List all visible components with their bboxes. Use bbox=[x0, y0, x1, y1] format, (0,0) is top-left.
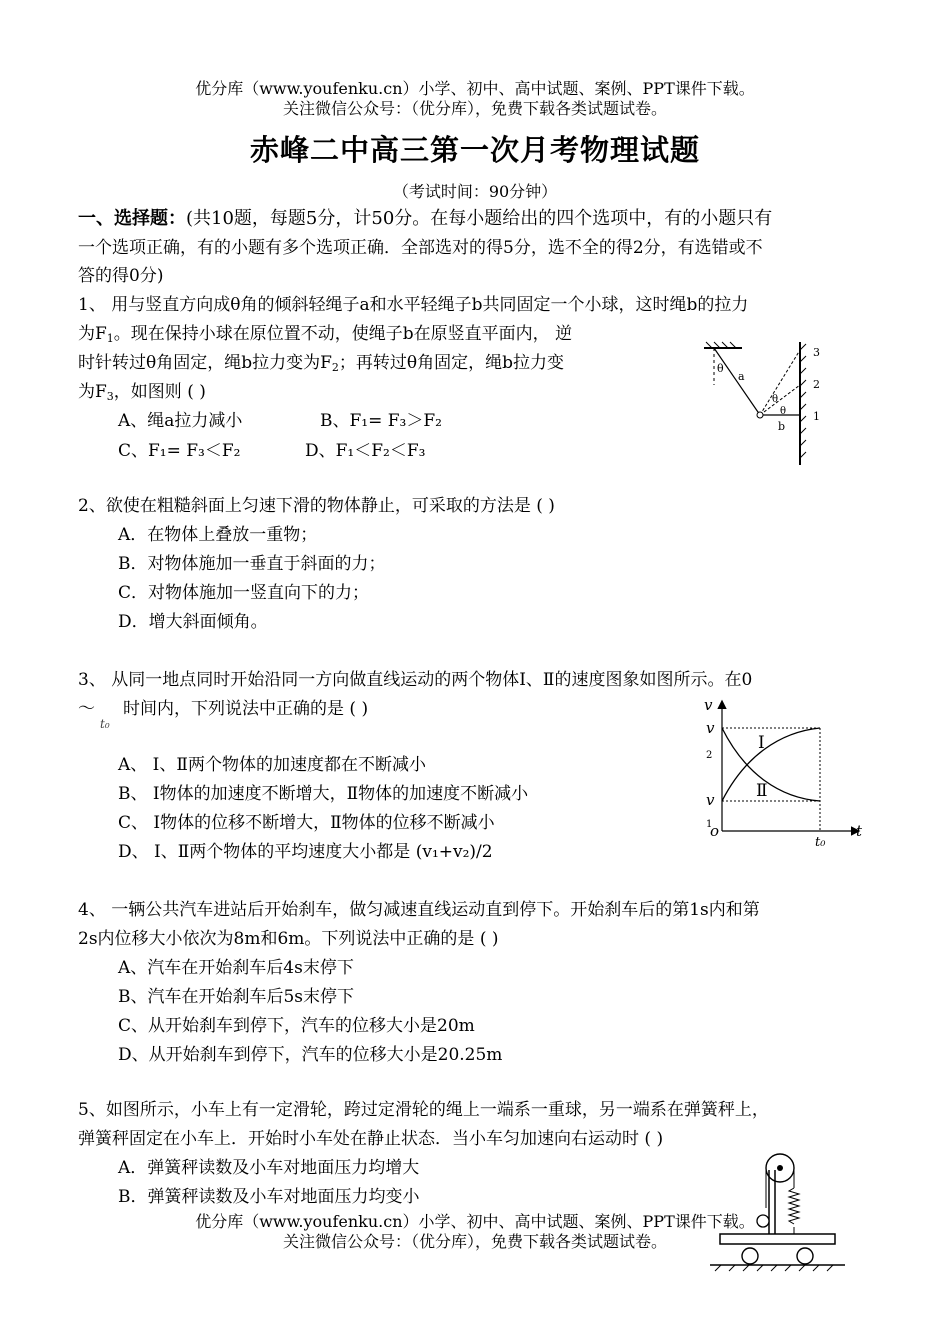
section-heading: 一、选择题： bbox=[78, 208, 186, 229]
header-line-1: 优分库（www.youfenku.cn）小学、初中、高中试题、案例、PPT课件下载。 bbox=[195, 79, 755, 98]
q1-option-d: D、F₁＜F₂＜F₃ bbox=[305, 441, 426, 461]
footer-line-2: 关注微信公众号：（优分库），免费下载各类试题试卷。 bbox=[282, 1232, 667, 1251]
section-intro-line-2: 一个选项正确，有的小题有多个选项正确．全部选对的得5分，选不全的得2分，有选错或不 bbox=[78, 238, 763, 258]
v2-label: v bbox=[706, 719, 715, 737]
position-2-label: 2 bbox=[813, 378, 820, 391]
exam-title: 赤峰二中高三第一次月考物理试题 bbox=[249, 133, 700, 167]
q5-option-a: A．弹簧秤读数及小车对地面压力均增大 bbox=[118, 1158, 420, 1178]
q5-option-b: B．弹簧秤读数及小车对地面压力均变小 bbox=[118, 1187, 420, 1207]
q3-option-b: B、 Ⅰ物体的加速度不断增大，Ⅱ物体的加速度不断减小 bbox=[118, 784, 529, 804]
q4-option-c: C、从开始刹车到停下，汽车的位移大小是20m bbox=[118, 1016, 475, 1036]
curve-II-label: Ⅱ bbox=[756, 781, 768, 801]
v2-subscript: 2 bbox=[706, 750, 713, 761]
q1-stem-line-2: 为$F_1$。现在保持小球在原位置不动，使绳子b在原竖直平面内， 逆 bbox=[78, 324, 573, 345]
position-3-label: 3 bbox=[813, 346, 820, 359]
q4-option-d: D、从开始刹车到停下，汽车的位移大小是20.25m bbox=[118, 1045, 503, 1065]
theta-label-top: θ bbox=[717, 362, 724, 375]
q4-option-a: A、汽车在开始刹车后4s末停下 bbox=[118, 958, 354, 978]
theta-label-low: θ bbox=[780, 406, 787, 417]
q4-option-b: B、汽车在开始刹车后5s末停下 bbox=[118, 987, 355, 1007]
q3-stem-line-2: ～ 时间内，下列说法中正确的是 ( ) bbox=[78, 699, 369, 719]
q1-option-b: B、F₁= F₃＞F₂ bbox=[320, 411, 442, 431]
q1-rope-figure bbox=[700, 340, 840, 470]
footer-line-1: 优分库（www.youfenku.cn）小学、初中、高中试题、案例、PPT课件下载。 bbox=[195, 1212, 755, 1231]
pulley-axle bbox=[777, 1165, 783, 1171]
q1-stem-line-1: 1、 用与竖直方向成θ角的倾斜轻绳子a和水平轻绳子b共同固定一个小球，这时绳b的拉力 bbox=[78, 295, 749, 315]
q3-velocity-graph bbox=[700, 696, 870, 856]
q1-option-a: A、绳a拉力减小 bbox=[118, 411, 243, 431]
section-intro-line-1 bbox=[78, 208, 772, 230]
rope-a-label: a bbox=[738, 370, 745, 383]
q3-option-c: C、 Ⅰ物体的位移不断增大，Ⅱ物体的位移不断减小 bbox=[118, 813, 495, 833]
t0-axis-label: t₀ bbox=[815, 835, 826, 850]
q2-option-d: D．增大斜面倾角。 bbox=[118, 612, 268, 632]
q3-t0-label: t₀ bbox=[100, 717, 110, 731]
t-axis-label: t bbox=[856, 822, 863, 840]
q3-option-a: A、 Ⅰ、Ⅱ两个物体的加速度都在不断减小 bbox=[118, 755, 426, 775]
q4-stem-line-2: 2s内位移大小依次为8m和6m。下列说法中正确的是 ( ) bbox=[78, 929, 499, 949]
ball bbox=[757, 412, 763, 418]
q2-option-c: C．对物体施加一竖直向下的力； bbox=[118, 583, 370, 603]
position-1-label: 1 bbox=[813, 410, 820, 423]
rope-b-label: b bbox=[778, 420, 786, 433]
exam-time: （考试时间：90分钟） bbox=[392, 182, 558, 201]
q2-option-a: A．在物体上叠放一重物； bbox=[118, 525, 318, 545]
q2-option-b: B．对物体施加一垂直于斜面的力； bbox=[118, 554, 386, 574]
q4-stem-line-1: 4、 一辆公共汽车进站后开始刹车，做匀减速直线运动直到停下。开始刹车后的第1s内和第 bbox=[78, 900, 760, 920]
curve-I-label: Ⅰ bbox=[758, 733, 765, 753]
q3-option-d: D、 Ⅰ、Ⅱ两个物体的平均速度大小都是 (v₁+v₂)/2 bbox=[118, 842, 493, 862]
v1-subscript: 1 bbox=[706, 819, 713, 830]
section-intro-text: (共10题，每题5分，计50分。在每小题给出的四个选项中，有的小题只有 bbox=[186, 208, 773, 229]
q5-stem-line-2: 弹簧秤固定在小车上．开始时小车处在静止状态．当小车匀加速向右运动时 ( ) bbox=[78, 1129, 664, 1149]
curve-I bbox=[722, 728, 820, 801]
q3-stem-line-1: 3、 从同一地点同时开始沿同一方向做直线运动的两个物体Ⅰ、Ⅱ的速度图象如图所示。在0 bbox=[78, 670, 753, 690]
ground-hatch bbox=[715, 1265, 833, 1271]
q1-option-c: C、F₁= F₃＜F₂ bbox=[118, 441, 241, 461]
rope-a bbox=[714, 348, 760, 415]
theta-label-mid: θ bbox=[772, 394, 779, 405]
q2-stem: 2、欲使在粗糙斜面上匀速下滑的物体静止，可采取的方法是 ( ) bbox=[78, 496, 555, 516]
section-intro-line-3: 答的得0分) bbox=[78, 266, 164, 286]
header-line-2: 关注微信公众号：（优分库），免费下载各类试题试卷。 bbox=[282, 99, 667, 118]
origin-label: o bbox=[710, 822, 720, 840]
q5-stem-line-1: 5、如图所示，小车上有一定滑轮，跨过定滑轮的绳上一端系一重球，另一端系在弹簧秤上， bbox=[78, 1100, 769, 1120]
curve-II bbox=[722, 728, 820, 801]
q1-stem-line-4: 为$F_3$，如图则 ( ) bbox=[78, 382, 206, 403]
v-axis-label: v bbox=[704, 696, 713, 714]
q1-stem-line-3: 时针转过θ角固定，绳b拉力变为$F_2$；再转过θ角固定，绳b拉力变 bbox=[78, 353, 565, 374]
v1-label: v bbox=[706, 791, 715, 809]
